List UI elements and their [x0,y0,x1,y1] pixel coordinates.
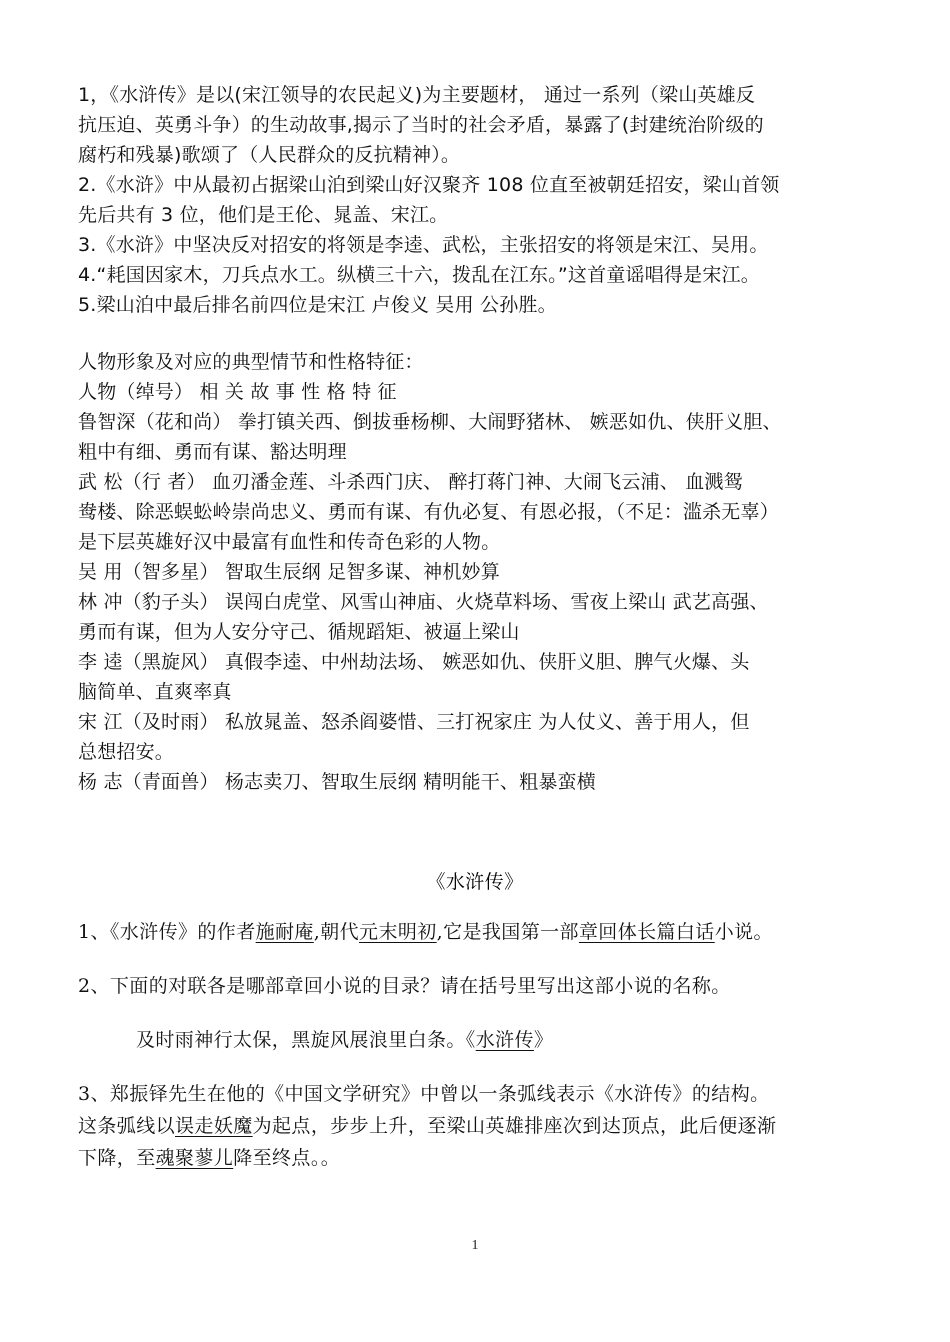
character-line: 是下层英雄好汉中最富有血性和传奇色彩的人物。 [78,531,501,553]
question-3: 3、郑振铎先生在他的《中国文学研究》中曾以一条弧线表示《水浒传》的结构。 这条弧线以误走妖魔为起点，步步上升，至梁山英雄排座次到达顶点，此后便逐渐 下降，至魂聚蓼儿降至终点。。 [78,1083,777,1169]
item-3: 3.《水浒》中坚决反对招安的将领是李逵、武松，主张招安的将领是宋江、吴用。 [78,234,769,256]
character-columns: 人物（绰号） 相 关 故 事 性 格 特 征 [78,381,397,403]
character-line: 林 冲（豹子头） 误闯白虎堂、风雪山神庙、火烧草料场、雪夜上梁山 武艺高强、 [78,591,769,613]
character-line: 李 逵（黑旋风） 真假李逵、中州劫法场、 嫉恶如仇、侠肝义胆、脾气火爆、头 [78,651,750,673]
item-4: 4.“耗国因家木，刀兵点水工。纵横三十六，拨乱在江东。”这首童谣唱得是宋江。 [78,264,760,286]
answer-era: 元末明初 [359,921,437,943]
item-1-line-3: 腐朽和残暴)歌颂了（人民群众的反抗精神）。 [78,144,461,166]
character-line: 杨 志（青面兽） 杨志卖刀、智取生辰纲 精明能干、粗暴蛮横 [78,771,596,793]
answer-novel: 水浒传 [475,1029,534,1051]
item-5: 5.梁山泊中最后排名前四位是宋江 卢俊义 吴用 公孙胜。 [78,294,557,316]
character-line: 勇而有谋，但为人安分守己、循规蹈矩、被逼上梁山 [78,621,520,643]
answer-genre: 章回体长篇白话 [578,921,715,943]
item-1-line-2: 抗压迫、英勇斗争）的生动故事,揭示了当时的社会矛盾，暴露了(封建统治阶级的 [78,114,764,136]
answer-author: 施耐庵 [255,921,314,943]
character-line: 粗中有细、勇而有谋、豁达明理 [78,441,347,463]
character-line: 鸯楼、除恶蜈蚣岭崇尚忠义、勇而有谋、有仇必复、有恩必报，（不足：滥杀无辜） [78,501,779,523]
question-2-couplet: 及时雨神行太保，黑旋风展浪里白条。《水浒传》 [136,1029,554,1051]
item-2-line-2: 先后共有 3 位，他们是王伦、晁盖、宋江。 [78,204,449,226]
item-1-line-1: 1，《水浒传》是以(宋江领导的农民起义)为主要题材， 通过一系列（梁山英雄反 [78,84,756,106]
character-heading: 人物形象及对应的典型情节和性格特征： [78,351,424,373]
character-line: 宋 江（及时雨） 私放晁盖、怒杀阎婆惜、三打祝家庄 为人仗义、善于用人，但 [78,711,750,733]
character-line: 鲁智深（花和尚） 拳打镇关西、倒拔垂杨柳、大闹野猪林、 嫉恶如仇、侠肝义胆、 [78,411,782,433]
character-table [78,347,878,797]
character-line: 武 松（行 者） 血刃潘金莲、斗杀西门庆、 醉打蒋门神、大闹飞云浦、 血溅鸳 [78,471,743,493]
answer-start: 误走妖魔 [175,1115,253,1137]
answer-end: 魂聚蓼儿 [155,1147,234,1169]
character-line: 总想招安。 [78,741,175,763]
question-2: 2、下面的对联各是哪部章回小说的目录？请在括号里写出这部小说的名称。 [78,975,731,997]
character-line: 吴 用（智多星） 智取生辰纲 足智多谋、神机妙算 [78,561,500,583]
item-2-line-1: 2.《水浒》中从最初占据梁山泊到梁山好汉聚齐 108 位直至被朝廷招安，梁山首领 [78,174,780,196]
character-line: 脑简单、直爽率真 [78,681,232,703]
question-1: 1、《水浒传》的作者施耐庵,朝代元末明初,它是我国第一部章回体长篇白话小说。 [78,921,773,943]
section-title: 《水浒传》 [426,871,524,893]
page-number: 1 [471,1238,479,1253]
summary-list [78,80,878,320]
